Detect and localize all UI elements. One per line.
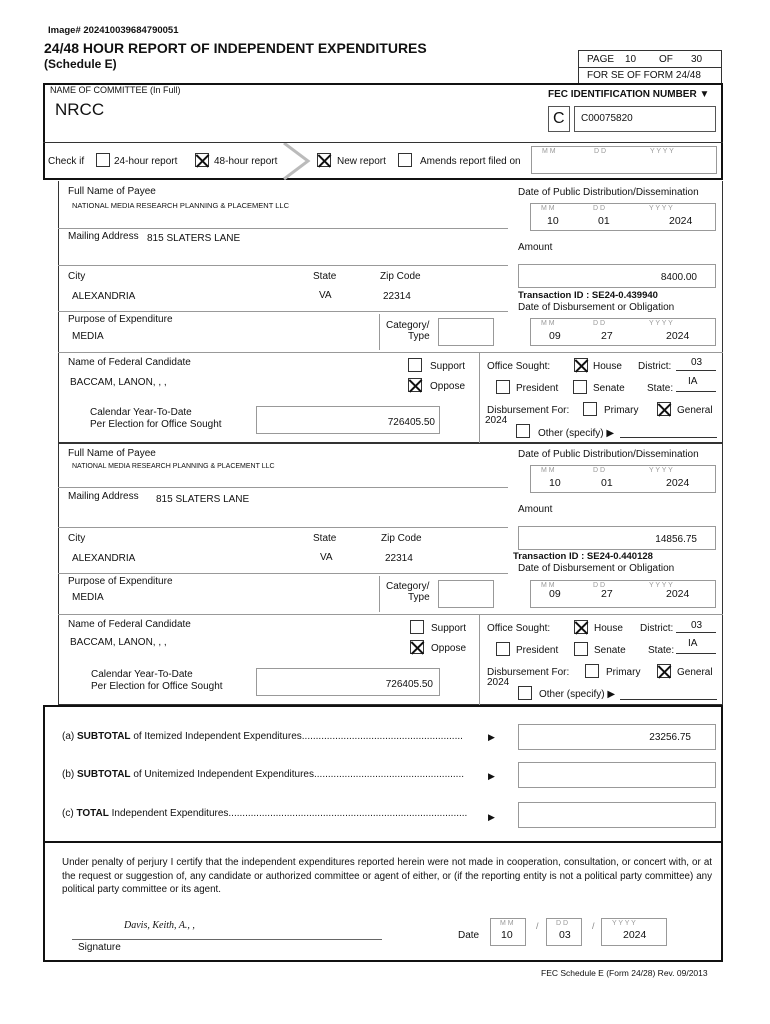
disb-for-label-2: Disbursement For: bbox=[487, 667, 570, 678]
transaction-2: Transaction ID : SE24-0.440128 bbox=[513, 551, 653, 562]
fec-id-label: FEC IDENTIFICATION NUMBER ▼ bbox=[548, 89, 710, 100]
state-code-1: IA bbox=[688, 376, 698, 387]
office-sought-label-1: Office Sought: bbox=[487, 361, 551, 372]
pub-mm-1: 10 bbox=[547, 215, 559, 227]
mailing-label-2: Mailing Address bbox=[68, 491, 139, 502]
mm-hint: M M bbox=[541, 582, 555, 589]
yyyy-hint: Y Y Y Y bbox=[650, 148, 674, 155]
new-report-label: New report bbox=[337, 156, 386, 167]
slash: / bbox=[592, 921, 595, 931]
zip-2: 22314 bbox=[385, 553, 413, 564]
certification-text: Under penalty of perjury I certify that the independent expenditures reported herein were not made in cooperation, consultation, or concert with, or at the request or suggestion of, any candidate or authorized committee or agent of either, or (if the reporting entity is not a political party committee) any political party committee or its agent. bbox=[62, 857, 712, 895]
year-2: 2024 bbox=[487, 677, 510, 688]
check-new-report[interactable] bbox=[317, 153, 331, 167]
sign-year-box[interactable] bbox=[601, 918, 667, 946]
arrow-separator-icon bbox=[282, 143, 312, 180]
cytd-2: 726405.50 bbox=[385, 679, 433, 690]
check-if-label: Check if bbox=[48, 156, 85, 167]
candidate-2: BACCAM, LANON, , , bbox=[70, 637, 167, 648]
subtotal-a-text: of Itemized Independent Expenditures.......................................................... bbox=[133, 731, 463, 742]
mailing-label-1: Mailing Address bbox=[68, 231, 139, 242]
page-of: OF bbox=[659, 54, 673, 65]
sign-dd: 03 bbox=[559, 929, 571, 941]
subtotal-a-prefix: (a) bbox=[62, 731, 75, 742]
yyyy-hint: Y Y Y Y bbox=[649, 467, 673, 474]
category-box-2[interactable] bbox=[438, 580, 494, 608]
senate-check-1[interactable] bbox=[573, 380, 587, 394]
address-1: 815 SLATERS LANE bbox=[147, 233, 241, 244]
subtotal-b-text: of Unitemized Independent Expenditures...................................................... bbox=[133, 769, 465, 780]
payee-label-2: Full Name of Payee bbox=[68, 448, 156, 459]
transaction-1: Transaction ID : SE24-0.439940 bbox=[518, 290, 658, 301]
yyyy-hint: Y Y Y Y bbox=[612, 920, 636, 927]
senate-label-2: Senate bbox=[594, 645, 626, 656]
cytd-1: 726405.50 bbox=[387, 417, 435, 428]
state-2: VA bbox=[320, 552, 333, 563]
subtotal-a-row bbox=[62, 731, 463, 742]
date-disb-label-2: Date of Disbursement or Obligation bbox=[518, 563, 675, 574]
disb-mm-1: 09 bbox=[549, 330, 561, 342]
image-number: Image# 202410039684790051 bbox=[48, 25, 179, 36]
dd-hint: D D bbox=[556, 920, 569, 927]
yyyy-hint: Y Y Y Y bbox=[649, 205, 673, 212]
sign-mm: 10 bbox=[501, 929, 513, 941]
district-label-2: District: bbox=[640, 623, 674, 634]
pub-dd-1: 01 bbox=[598, 215, 610, 227]
date-public-label-1: Date of Public Distribution/Dissemination bbox=[518, 187, 699, 198]
fec-prefix: C bbox=[553, 110, 565, 127]
subtotal-a-box[interactable] bbox=[518, 724, 716, 750]
candidate-1: BACCAM, LANON, , , bbox=[70, 377, 167, 388]
support-check-1[interactable] bbox=[408, 358, 422, 372]
subtotal-a-bold: SUBTOTAL bbox=[77, 731, 131, 742]
oppose-check-1[interactable] bbox=[408, 378, 422, 392]
pub-dd-2: 01 bbox=[601, 477, 613, 489]
disb-yyyy-2: 2024 bbox=[666, 588, 690, 600]
check-24hour-label: 24-hour report bbox=[114, 156, 178, 167]
disb-for-label-1: Disbursement For: bbox=[487, 405, 570, 416]
dd-hint: D D bbox=[594, 148, 607, 155]
general-label-2: General bbox=[677, 667, 713, 678]
year-1: 2024 bbox=[485, 415, 508, 426]
oppose-label-1: Oppose bbox=[430, 381, 466, 392]
dd-hint: D D bbox=[593, 320, 606, 327]
dd-hint: D D bbox=[593, 205, 606, 212]
check-amends[interactable] bbox=[398, 153, 412, 167]
footer-form-ref: FEC Schedule E (Form 24/28) Rev. 09/2013 bbox=[541, 968, 708, 978]
dd-hint: D D bbox=[593, 582, 606, 589]
zip-label-1: Zip Code bbox=[380, 271, 421, 282]
state-code-2: IA bbox=[688, 638, 698, 649]
address-2: 815 SLATERS LANE bbox=[156, 494, 250, 505]
house-label-2: House bbox=[594, 623, 623, 634]
arrow-b-icon: ▶ bbox=[488, 771, 495, 781]
form-title: 24/48 HOUR REPORT OF INDEPENDENT EXPENDITURES bbox=[44, 40, 427, 56]
support-label-2: Support bbox=[431, 623, 467, 634]
office-sought-label-2: Office Sought: bbox=[487, 623, 551, 634]
city-label-2: City bbox=[68, 533, 86, 544]
pub-yyyy-2: 2024 bbox=[666, 477, 690, 489]
signer-name: Davis, Keith, A., , bbox=[124, 920, 195, 931]
subtotal-b-prefix: (b) bbox=[62, 769, 75, 780]
city-label-1: City bbox=[68, 271, 86, 282]
date-disb-box-2[interactable] bbox=[530, 580, 716, 608]
dd-hint: D D bbox=[593, 467, 606, 474]
page-total: 30 bbox=[691, 54, 703, 65]
check-48hour[interactable] bbox=[195, 153, 209, 167]
senate-label-1: Senate bbox=[593, 383, 625, 394]
mm-hint: M M bbox=[500, 920, 514, 927]
state-c-label-1: State: bbox=[647, 383, 674, 394]
yyyy-hint: Y Y Y Y bbox=[649, 582, 673, 589]
oppose-check-2[interactable] bbox=[410, 640, 424, 654]
total-c-box[interactable] bbox=[518, 802, 716, 828]
mm-hint: M M bbox=[541, 467, 555, 474]
purpose-label-1: Purpose of Expenditure bbox=[68, 314, 173, 325]
district-label-1: District: bbox=[638, 361, 672, 372]
candidate-label-1: Name of Federal Candidate bbox=[68, 357, 191, 368]
type-label-1: Type bbox=[408, 331, 430, 342]
cytd-label1-1: Calendar Year-To-Date bbox=[90, 407, 192, 418]
fec-id: C00075820 bbox=[581, 113, 633, 124]
amends-label: Amends report filed on bbox=[420, 156, 521, 167]
pub-yyyy-1: 2024 bbox=[669, 215, 693, 227]
total-c-text: Independent Expenditures...................................................................................... bbox=[111, 808, 468, 819]
type-label-2: Type bbox=[408, 592, 430, 603]
signature-label: Signature bbox=[78, 942, 121, 953]
primary-check-2[interactable] bbox=[585, 664, 599, 678]
purpose-label-2: Purpose of Expenditure bbox=[68, 576, 173, 587]
other-check-1[interactable] bbox=[516, 424, 530, 438]
check-24hour[interactable] bbox=[96, 153, 110, 167]
check-48hour-label: 48-hour report bbox=[214, 156, 278, 167]
total-c-bold: TOTAL bbox=[76, 808, 109, 819]
pub-mm-2: 10 bbox=[549, 477, 561, 489]
yyyy-hint: Y Y Y Y bbox=[649, 320, 673, 327]
general-label-1: General bbox=[677, 405, 713, 416]
zip-label-2: Zip Code bbox=[381, 533, 422, 544]
committee-name: NRCC bbox=[55, 100, 105, 119]
amount-2: 14856.75 bbox=[655, 534, 697, 545]
state-c-label-2: State: bbox=[648, 645, 675, 656]
payee-name-1: NATIONAL MEDIA RESEARCH PLANNING & PLACEMENT LLC bbox=[72, 201, 289, 210]
slash: / bbox=[536, 921, 539, 931]
primary-check-1[interactable] bbox=[583, 402, 597, 416]
date-public-label-2: Date of Public Distribution/Dissemination bbox=[518, 449, 699, 460]
cytd-label2-1: Per Election for Office Sought bbox=[90, 419, 222, 430]
fec-prefix-box bbox=[548, 106, 570, 132]
president-label-1: President bbox=[516, 383, 559, 394]
general-check-1[interactable] bbox=[657, 402, 671, 416]
committee-name-label: NAME OF COMMITTEE (In Full) bbox=[50, 85, 181, 95]
date-public-box-2[interactable] bbox=[530, 465, 716, 493]
state-label-1: State bbox=[313, 271, 337, 282]
other-label-1: Other (specify) ▶ bbox=[538, 428, 615, 439]
arrow-a-icon: ▶ bbox=[488, 732, 495, 742]
amount-label-1: Amount bbox=[518, 242, 553, 253]
president-label-2: President bbox=[516, 645, 559, 656]
state-1: VA bbox=[319, 290, 332, 301]
zip-1: 22314 bbox=[383, 291, 411, 302]
arrow-c-icon: ▶ bbox=[488, 812, 495, 822]
district-2: 03 bbox=[691, 620, 703, 631]
mm-hint: M M bbox=[541, 205, 555, 212]
date-disb-box-1[interactable] bbox=[530, 318, 716, 346]
mm-hint: M M bbox=[542, 148, 556, 155]
support-label-1: Support bbox=[430, 361, 466, 372]
other-label-2: Other (specify) ▶ bbox=[539, 689, 616, 700]
date-label: Date bbox=[458, 930, 480, 941]
purpose-1: MEDIA bbox=[72, 331, 104, 342]
other-check-2[interactable] bbox=[518, 686, 532, 700]
total-c-prefix: (c) bbox=[62, 808, 74, 819]
candidate-label-2: Name of Federal Candidate bbox=[68, 619, 191, 630]
payee-label-1: Full Name of Payee bbox=[68, 186, 156, 197]
amends-date-box[interactable] bbox=[531, 146, 717, 174]
primary-label-2: Primary bbox=[606, 667, 641, 678]
amount-box-2[interactable] bbox=[518, 526, 716, 550]
cytd-box-1[interactable] bbox=[256, 406, 440, 434]
primary-label-1: Primary bbox=[604, 405, 639, 416]
general-check-2[interactable] bbox=[657, 664, 671, 678]
subtotal-b-row bbox=[62, 769, 464, 780]
category-label-2: Category/ bbox=[386, 581, 430, 592]
city-1: ALEXANDRIA bbox=[72, 291, 136, 302]
subtotal-b-box[interactable] bbox=[518, 762, 716, 788]
president-check-1[interactable] bbox=[496, 380, 510, 394]
disb-yyyy-1: 2024 bbox=[666, 330, 690, 342]
district-1: 03 bbox=[691, 357, 703, 368]
total-c-row bbox=[62, 808, 467, 819]
date-disb-label-1: Date of Disbursement or Obligation bbox=[518, 302, 675, 313]
amount-1: 8400.00 bbox=[660, 272, 697, 283]
mm-hint: M M bbox=[541, 320, 555, 327]
support-check-2[interactable] bbox=[410, 620, 424, 634]
sign-day-box[interactable] bbox=[546, 918, 582, 946]
cytd-label2-2: Per Election for Office Sought bbox=[91, 681, 223, 692]
amount-label-2: Amount bbox=[518, 504, 553, 515]
payee-name-2: NATIONAL MEDIA RESEARCH PLANNING & PLACEMENT LLC bbox=[72, 463, 275, 470]
amount-box-1[interactable] bbox=[518, 264, 716, 288]
president-check-2[interactable] bbox=[496, 642, 510, 656]
cytd-label1-2: Calendar Year-To-Date bbox=[91, 669, 193, 680]
disb-dd-1: 27 bbox=[601, 330, 613, 342]
cytd-box-2[interactable] bbox=[256, 668, 440, 696]
disb-dd-2: 27 bbox=[601, 588, 613, 600]
house-check-2[interactable] bbox=[574, 620, 588, 634]
form-subtitle: (Schedule E) bbox=[44, 57, 117, 71]
oppose-label-2: Oppose bbox=[431, 643, 467, 654]
sign-month-box[interactable] bbox=[490, 918, 526, 946]
page-box bbox=[578, 50, 722, 84]
purpose-2: MEDIA bbox=[72, 592, 104, 603]
disb-mm-2: 09 bbox=[549, 588, 561, 600]
house-check-1[interactable] bbox=[574, 358, 588, 372]
sign-yyyy: 2024 bbox=[623, 929, 647, 941]
fec-id-box bbox=[574, 106, 716, 132]
state-label-2: State bbox=[313, 533, 337, 544]
subtotal-a-value: 23256.75 bbox=[649, 732, 691, 743]
form-ref: FOR SE OF FORM 24/48 bbox=[587, 70, 701, 81]
page-label: PAGE bbox=[587, 54, 615, 65]
city-2: ALEXANDRIA bbox=[72, 553, 136, 564]
senate-check-2[interactable] bbox=[574, 642, 588, 656]
category-label-1: Category/ bbox=[386, 320, 430, 331]
page-number: 10 bbox=[625, 54, 637, 65]
category-box-1[interactable] bbox=[438, 318, 494, 346]
date-public-box-1[interactable] bbox=[530, 203, 716, 231]
house-label-1: House bbox=[593, 361, 622, 372]
subtotal-b-bold: SUBTOTAL bbox=[77, 769, 131, 780]
